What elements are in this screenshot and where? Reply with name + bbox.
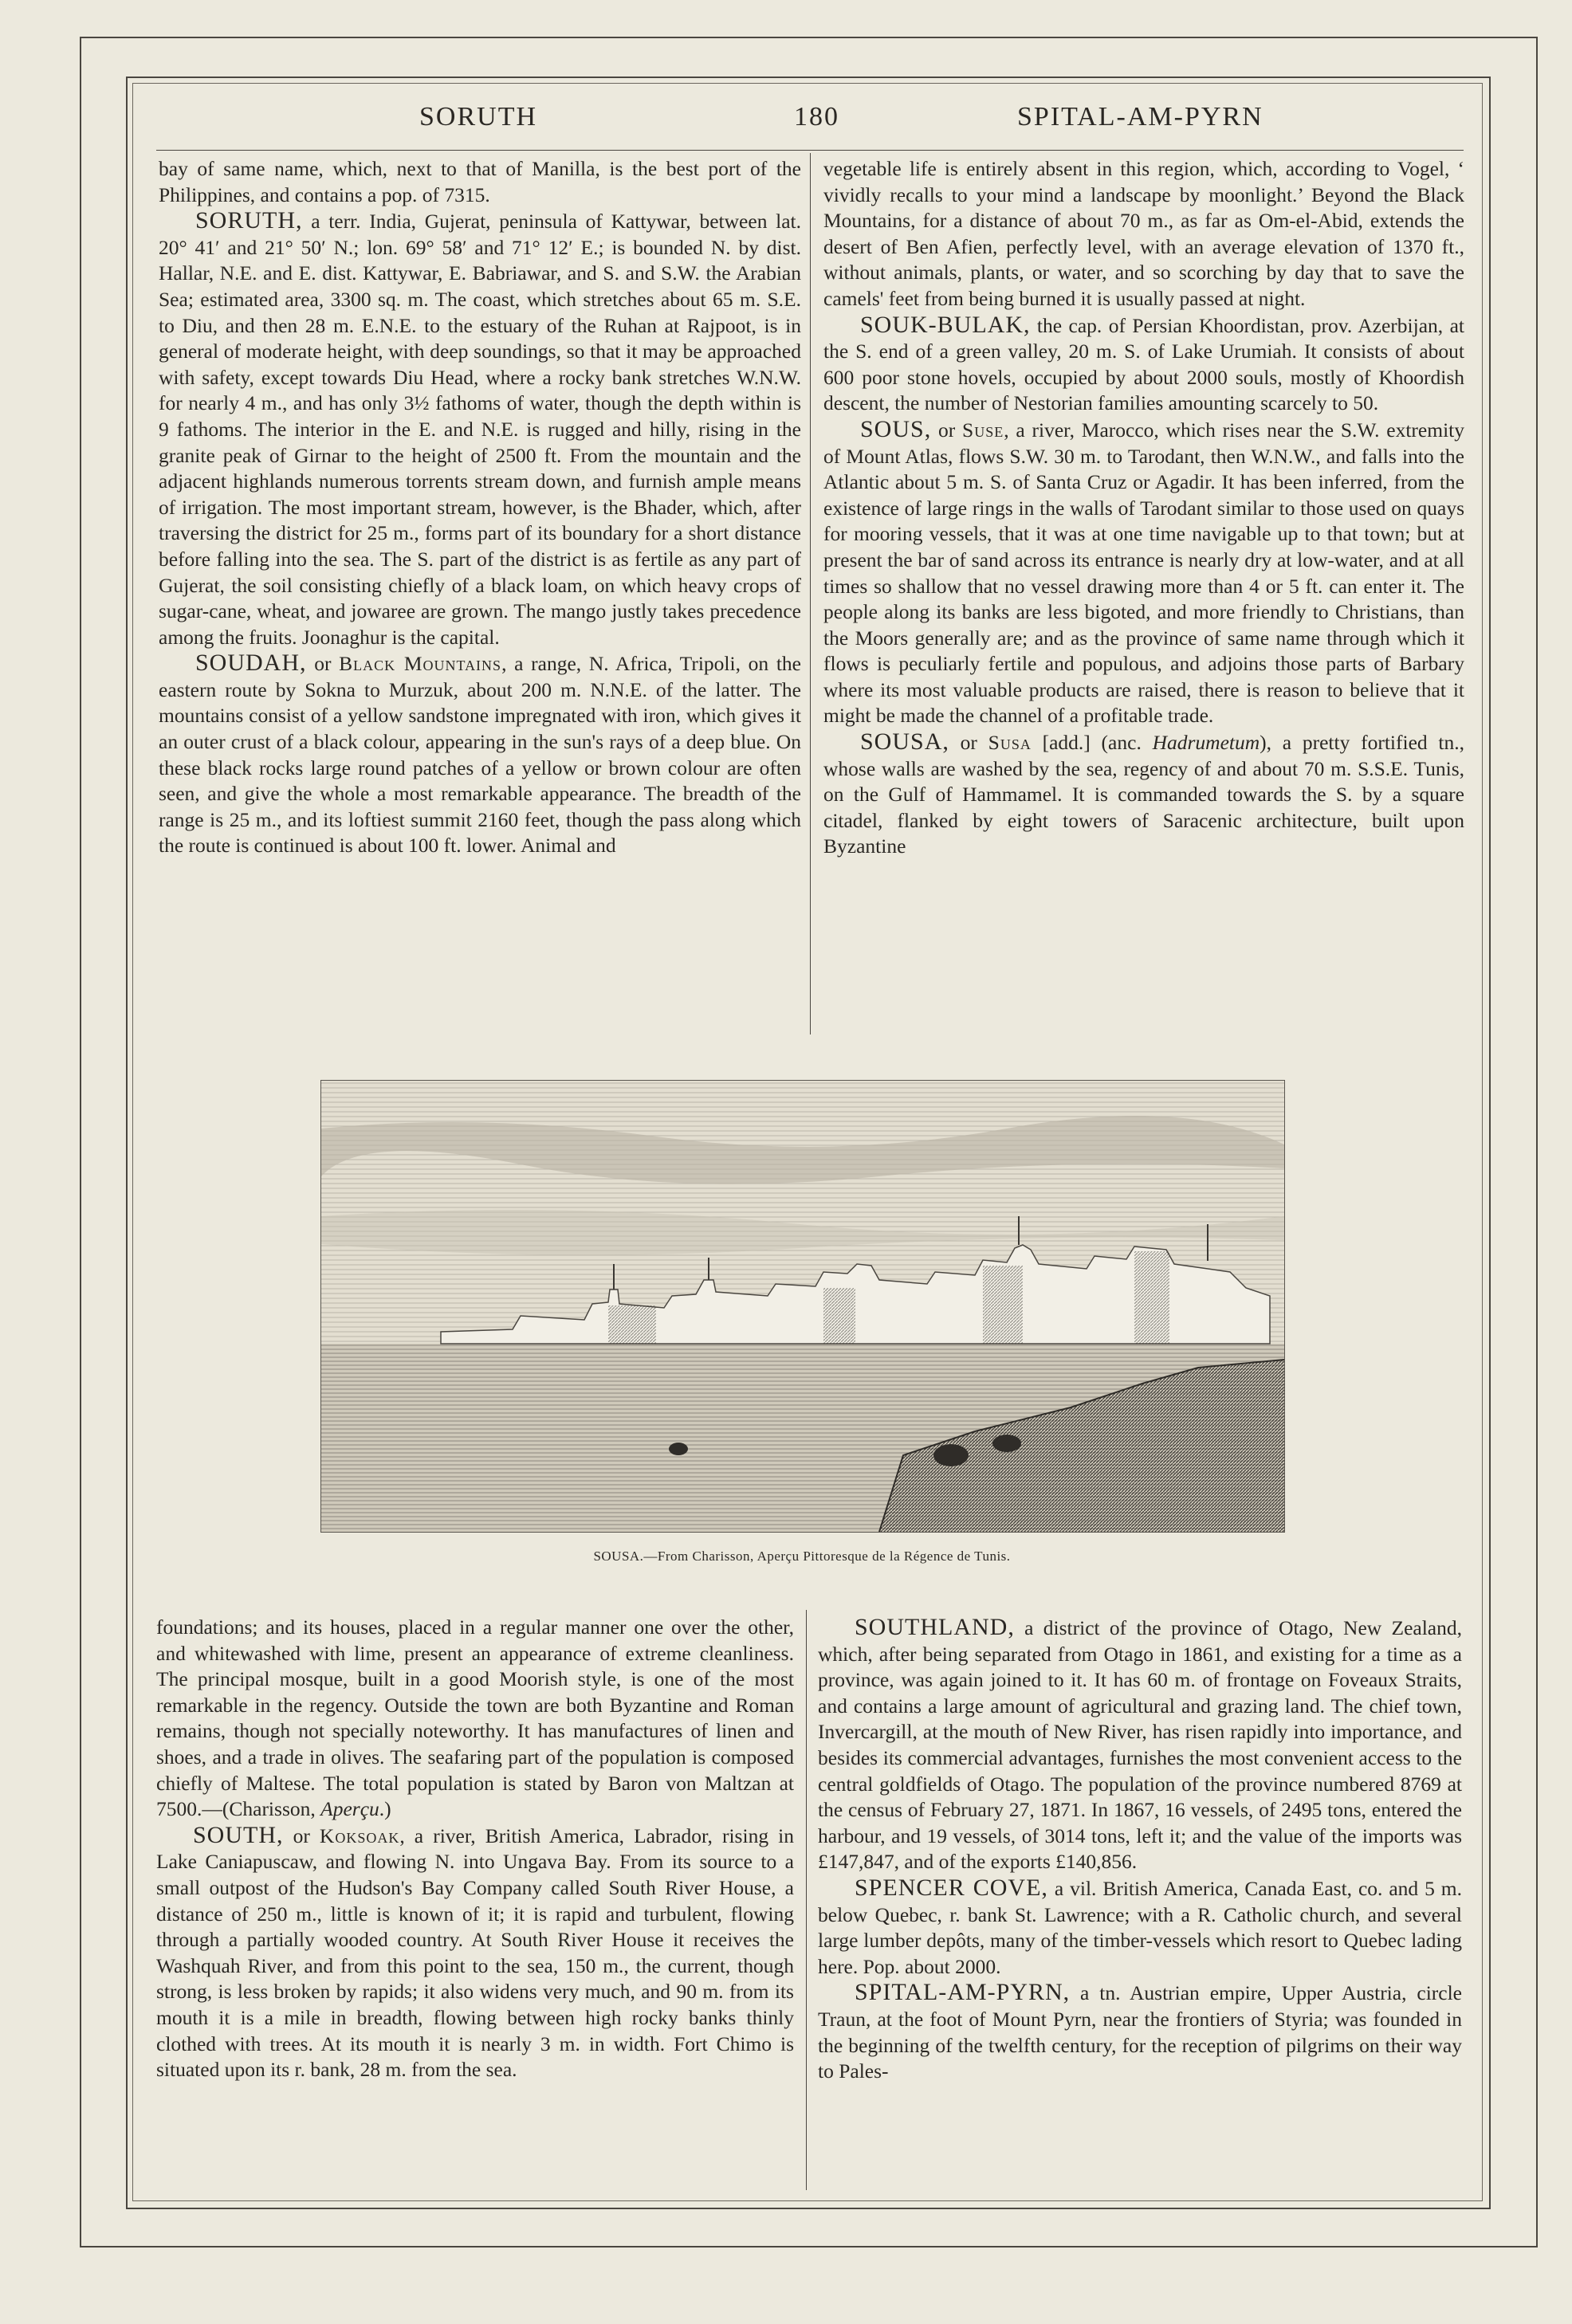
running-head [156,102,1464,150]
entry-soruth: SORUTH, a terr. India, Gujerat, peninsula of Kattywar, between lat. 20° 41′ and 21° 50′ N.; lon. 69° 58′ and 71° 12′ E.; is bounded N. by dist. Hallar, N.E. and E. dist. Kattywar, E. Babriawar, and S. and S.W. the Arabian Sea; estimated area, 3300 sq. m. The coast, which stretches about 65 m. S.E. to Diu, and then 28 m. E.N.E. to the estuary of the Ruhan at Rajpoot, is in general of moderate height, with deep soundings, so that it may be approached with safety, except towards Diu Head, where a rocky bank stretches W.N.W. for nearly 4 m., and has only 3½ fathoms of water, though the depth within is 9 fathoms. The interior in the E. and N.E. is rugged and hilly, rising in the granite peak of Girnar to the height of 2500 ft. From the mountain and the adjacent highlands numerous torrents stream down, and furnish ample means of irrigation. The most important stream, however, is the Bhader, which, after traversing the district for 25 m., forms part of its boundary for a short distance before falling into the sea. The S. part of the district is as fertile as any part of Gujerat, the soil consisting chiefly of a black loam, on which heavy crops of sugar-cane, wheat, and jowaree are grown. The mango justly takes precedence among the fruits. Joonaghur is the capital. [159,207,801,649]
headword-south: SOUTH, [193,1821,284,1848]
page-number: 180 [794,102,839,132]
headword-soruth: SORUTH, [195,207,303,234]
entry-sousa: SOUSA, or Susa [add.] (anc. Hadrumetum), a pretty fortified tn., whose walls are washed by the sea, regency of and about 70 m. S.S.E. Tunis, on the Gulf of Hammamel. It is commanded towards the S. by a square citadel, flanked by eight towers of Saracenic architecture, built upon Byzantine [823,728,1465,858]
headword-soudah: SOUDAH, [195,650,307,677]
header-rule [156,150,1464,151]
paragraph-continued: vegetable life is entirely absent in this region, which, according to Vogel, ‘ vividly recalls to your mind a landscape by moonlight.’ Beyond the Black Mountains, for a distance of about 70 m., as far as Om-el-Abid, extends the desert of Ben Afien, perfectly level, with an average elevation of 1370 ft., without animals, plants, or water, and so scorching by day that to save the camels' feet from being burned it is usually passed at night. [823,157,1464,310]
entry-sous: SOUS, or Suse, a river, Marocco, which rises near the S.W. extremity of Mount Atlas, flows S.W. 30 m. to Tarodant, then W.N.W., and falls into the Atlantic about 5 m. S. of Santa Cruz or Agadir. It has been inferred, from the existence of large rings in the walls of Tarodant similar to those used on quays for mooring vessels, that it was at one time navigable up to that town; but at present the bar of sand across its entrance is nearly dry at low-water, and at all times so shallow that no vessel drawing more than 4 or 5 ft. can enter it. The people along its banks are less bigoted, and more friendly to Christians, than the Moors generally are; and as the province of same name through which it flows is peculiarly fertile and populous, and adjoins those parts of Barbary where its most valuable products are raised, there is reason to believe that it might be made the channel of a profitable trade. [823,415,1464,728]
headword-southland: SOUTHLAND, [855,1614,1015,1640]
entry-spencer-cove: SPENCER COVE, a vil. British America, Canada East, co. and 5 m. below Quebec, r. bank St. Lawrence; with a R. Catholic church, and several large lumber depôts, many of the timber-vessels which resort to Quebec lading here. Pop. about 2000. [818,1874,1462,1978]
engraving-svg [321,1081,1284,1532]
top-left-column [159,156,801,859]
headword-spital-am-pyrn: SPITAL-AM-PYRN, [855,1979,1071,2006]
entry-south: SOUTH, or Koksoak, a river, British America, Labrador, rising in Lake Caniapuscaw, and flowing N. into Ungava Bay. From its source to a small outpost of the Hudson's Bay Company called South River House, a distance of 250 m., little is known of it; it is rapid and turbulent, flowing through a partially wooded country. At South River House it receives the Washquah River, and from this point to the sea, 150 m., the current, though strong, is less broken by rapids; it also widens very much, and 90 m. from its mouth it is a mile in breadth, flowing between high rocky banks thinly clothed with trees. At its mouth it is nearly 3 m. in width. Fort Chimo is situated upon its r. bank, 28 m. from the sea. [156,1821,794,2082]
bottom-right-column [818,1615,1462,2085]
sousa-engraving [320,1080,1285,1533]
headword-sous: SOUS, [860,415,932,442]
bottom-column-rule [806,1610,807,2190]
headword-souk-bulak: SOUK-BULAK, [860,311,1031,338]
bottom-left-column [156,1615,794,2083]
paragraph-continued: bay of same name, which, next to that of Manilla, is the best port of the Philippines, and contains a pop. of 7315. [159,157,801,206]
entry-soudah: SOUDAH, or Black Mountains, a range, N. Africa, Tripoli, on the eastern route by Sokna to Murzuk, about 200 m. N.N.E. of the latter. The mountains consist of a yellow sandstone impregnated with iron, which gives it an outer crust of a black colour, appearing in the sun's rays of a deep blue. On these black rocks large round patches of a yellow or brown colour are often seen, and give the whole a most remarkable appearance. The breadth of the range is 25 m., and its loftiest summit 2160 feet, though the pass along which the route is continued is about 100 ft. lower. Animal and [159,650,801,858]
paragraph-continued: foundations; and its houses, placed in a regular manner one over the other, and whitewashed with lime, present an appearance of extreme cleanliness. The principal mosque, built in a good Moorish style, is one of the most remarkable in the regency. Outside the town are both Byzantine and Roman remains, though not specially noteworthy. It has manufactures of linen and shoes, and a trade in olives. The seafaring part of the population is composed chiefly of Maltese. The total population is stated by Baron von Maltzan at 7500.—(Charisson, Aperçu.) [156,1615,794,1821]
top-column-rule [810,153,811,1034]
headword-spencer-cove: SPENCER COVE, [855,1874,1048,1901]
running-head-left: SORUTH [419,102,538,132]
entry-souk-bulak: SOUK-BULAK, the cap. of Persian Khoordistan, prov. Azerbijan, at the S. end of a green valley, 20 m. S. of Lake Urumiah. It consists of about 600 poor stone hovels, occupied by about 2000 souls, mostly of Khoordish descent, the number of Nestorian families amounting scarcely to 50. [823,311,1464,415]
headword-sousa: SOUSA, [860,728,949,756]
figure-caption: SOUSA.—From Charisson, Aperçu Pittoresque de la Régence de Tunis. [593,1549,1011,1564]
top-right-column [823,156,1464,860]
entry-southland: SOUTHLAND, a district of the province of Otago, New Zealand, which, after being separated from Otago in 1861, and existing for a time as a province, was again joined to it. It has 60 m. of frontage on Foveaux Straits, and contains a large amount of agricultural and grazing land. The chief town, Invercargill, at the mouth of New River, has risen rapidly into importance, and besides its commercial advantages, furnishes the most convenient access to the central goldfields of Otago. The population of the province numbered 8769 at the census of February 27, 1871. In 1867, 16 vessels, of 2495 tons, entered the harbour, and 19 vessels, of 3014 tons, left it; and the value of the imports was £147,847, and of the exports £140,856. [818,1614,1462,1874]
entry-spital-am-pyrn: SPITAL-AM-PYRN, a tn. Austrian empire, Upper Austria, circle Traun, at the foot of Mount Pyrn, near the frontiers of Styria; was founded in the beginning of the twelfth century, for the reception of pilgrims on their way to Pales- [818,1979,1462,2083]
running-head-right: SPITAL-AM-PYRN [1017,102,1263,132]
